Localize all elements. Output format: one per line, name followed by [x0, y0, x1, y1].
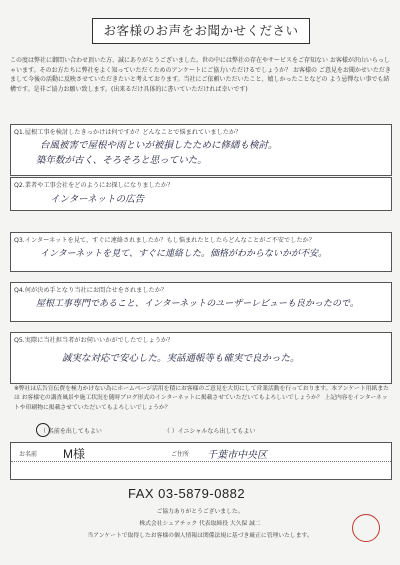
- address-value: 千葉市中央区: [207, 450, 267, 461]
- publication-note: ※弊社は広告宣伝費を極力かけない為にホームページ活用を積にお客様のご意見を大切にして営業活動を行っております。本アンケート用紙または お客様宅の講査風景や施工状況を随時ブログ形式のインターネットに掲載させていただいてもよろしいでしょうか？ 上記内容をインターネットや印刷物に掲載させていただいてもよろしいでしょうか？: [14, 386, 389, 411]
- name-value: M様: [63, 447, 85, 461]
- question-label-2: Q2.業者や工事会社をどのようにお探しになりましたか？: [14, 182, 174, 189]
- answer-2-line-1: インターネットの広告: [50, 194, 145, 205]
- name-label: お名前: [19, 451, 38, 458]
- address-label: ご住所: [171, 451, 190, 458]
- answer-5-line-1: 誠実な対応で安心した。実話通帳等も確実で良かった。: [62, 353, 300, 364]
- footer-privacy: 当アンケートで取得したお客様の個人情報は関係法規に基づき厳正に管理いたします。: [87, 533, 313, 539]
- footer-company: 株式会社シェアテック 代表取締役 大久保 誠二: [139, 521, 261, 527]
- fax-number: FAX 03-5879-0882: [128, 486, 246, 501]
- answer-1-line-2: 築年数が古く、そろそろと思っていた。: [36, 155, 207, 166]
- answer-1-line-1: 台風被害で屋根や雨といが被損したために修繕も検討。: [40, 140, 278, 151]
- signature-box: [10, 442, 392, 480]
- answer-4-line-1: 屋根工事専門であること、インターネットのユーザーレビューも良かったので。: [36, 299, 359, 309]
- question-label-3: Q3.インターネットを見て、すぐに連絡されましたか？もし悩まれたとしたらどんなことがご不安でしたか？: [14, 237, 315, 244]
- consent-options: [40, 426, 255, 435]
- company-stamp: [352, 514, 380, 542]
- consent-option-name[interactable]: （ 名前を出してもよい: [40, 428, 102, 435]
- footer-thanks: ご協力ありがとうございました。: [156, 509, 244, 515]
- question-label-4: Q4.何が決め手となり当社にお問合せをされましたか？: [14, 287, 168, 294]
- page-title: お客様のお声をお聞かせください: [92, 18, 310, 44]
- question-label-1: Q1.屋根工事を検討したきっかけは何ですか？どんなことで悩まれていましたか？: [14, 129, 242, 136]
- consent-option-initial[interactable]: （ ）イニシャルなら出してもよい: [163, 428, 256, 435]
- answer-3-line-1: インターネットを見て、すぐに連絡した。価格がわからないかが不安。: [40, 249, 328, 259]
- question-label-5: Q5.実際に当社担当者がお伺いいかがでしたでしょうか？: [14, 337, 174, 344]
- signature-divider: [11, 461, 391, 462]
- intro-text: この度は弊社に御問い合わせ頂いた方、誠にありがとうございました。世の中には弊社の存在やサービスをご存知ない お客様が沢山いらっしゃいます。そのお方たちに弊社をよく知っていただくためのアンケートにご協力いただけるでしょうか？ お客様の ご意見をお聞かせいただきまして今後の活動に反映させていただきたいと考えております。当社にご依頼いただいたこと、嬉しかったことなどの よう忌憚ない事でも結構です。是非ご協力お願い致します。(出来るだけ具体的に書いていただければ幸いです): [10, 57, 391, 93]
